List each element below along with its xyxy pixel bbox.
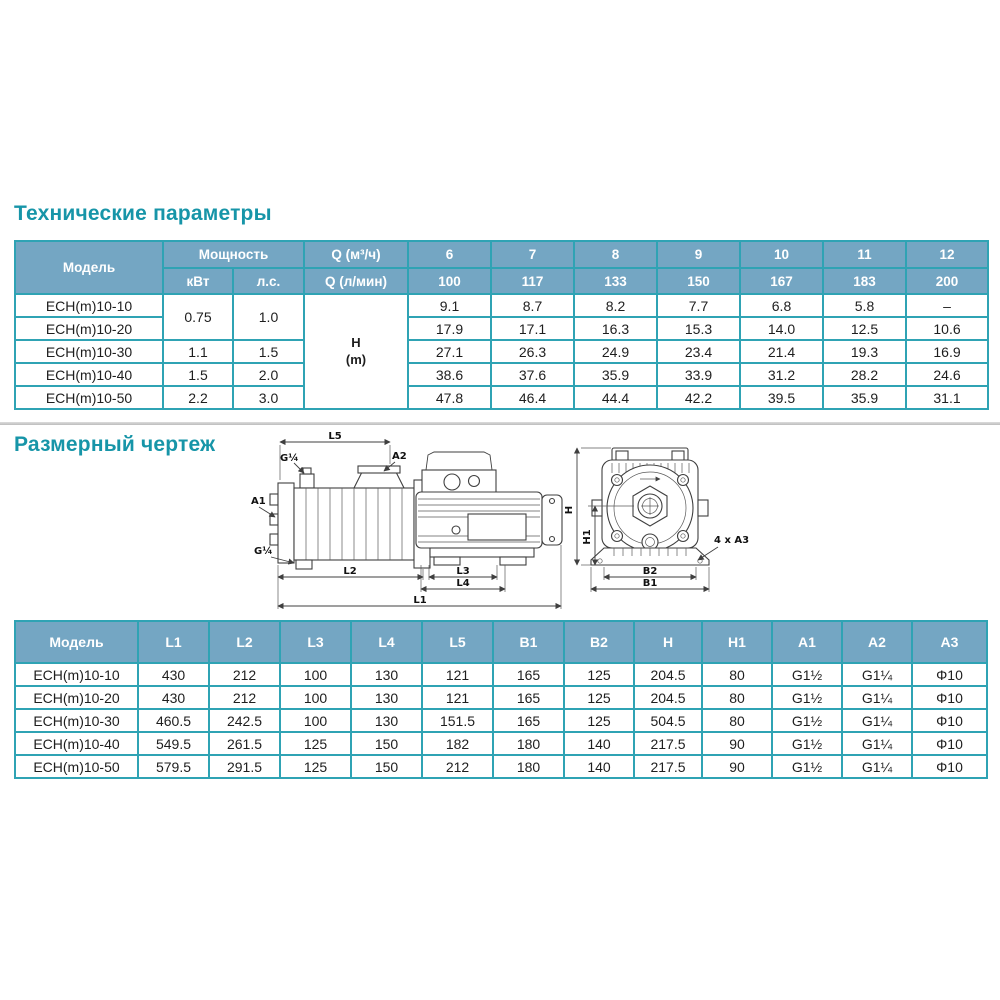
- cell: 460.5: [138, 709, 209, 732]
- cell: 165: [493, 663, 564, 686]
- cell: G1½: [772, 755, 842, 778]
- cell-model: ECH(m)10-40: [15, 732, 138, 755]
- col-header: A3: [912, 621, 987, 663]
- col-header: A1: [772, 621, 842, 663]
- cell-model: ECH(m)10-30: [15, 340, 163, 363]
- col-header-flow-lmin: 200: [906, 268, 988, 294]
- cell: 204.5: [634, 663, 702, 686]
- cell: 125: [280, 755, 351, 778]
- cell: 204.5: [634, 686, 702, 709]
- cell: Φ10: [912, 686, 987, 709]
- cell-hp: 1.5: [233, 340, 304, 363]
- cell: 151.5: [422, 709, 493, 732]
- cell: G1¼: [842, 663, 912, 686]
- cell: Φ10: [912, 709, 987, 732]
- cell: 140: [564, 732, 634, 755]
- col-header: L1: [138, 621, 209, 663]
- dim-label-4xa3: 4 x A3: [714, 535, 750, 546]
- cell: 31.1: [906, 386, 988, 409]
- cell: 80: [702, 709, 772, 732]
- cell: 10.6: [906, 317, 988, 340]
- cell: 9.1: [408, 294, 491, 317]
- col-header: L5: [422, 621, 493, 663]
- cell: 579.5: [138, 755, 209, 778]
- dimensional-drawing: [250, 430, 780, 620]
- cell-hp: 1.0: [233, 294, 304, 340]
- cell: Φ10: [912, 732, 987, 755]
- cell: 21.4: [740, 340, 823, 363]
- cell: 217.5: [634, 732, 702, 755]
- section-divider: [0, 422, 1000, 425]
- col-header: B1: [493, 621, 564, 663]
- cell: 261.5: [209, 732, 280, 755]
- cell: 180: [493, 732, 564, 755]
- cell: 130: [351, 663, 422, 686]
- cell: 15.3: [657, 317, 740, 340]
- cell: G1¼: [842, 709, 912, 732]
- cell: 19.3: [823, 340, 906, 363]
- cell: –: [906, 294, 988, 317]
- cell-model: ECH(m)10-40: [15, 363, 163, 386]
- dim-label-l4: L4: [456, 578, 470, 589]
- cell: 7.7: [657, 294, 740, 317]
- dim-label-h1: H1: [582, 529, 593, 545]
- col-header-power: Мощность: [163, 241, 304, 268]
- cell: 35.9: [823, 386, 906, 409]
- cell: G1¼: [842, 686, 912, 709]
- cell: 37.6: [491, 363, 574, 386]
- cell: 125: [564, 709, 634, 732]
- cell: Φ10: [912, 663, 987, 686]
- cell: 23.4: [657, 340, 740, 363]
- port-label-a1: A1: [251, 496, 266, 507]
- cell: 14.0: [740, 317, 823, 340]
- cell: 35.9: [574, 363, 657, 386]
- cell: 212: [209, 686, 280, 709]
- dim-label-l1: L1: [413, 595, 427, 606]
- dim-label-h: H: [564, 505, 575, 515]
- cell: 16.3: [574, 317, 657, 340]
- cell: 150: [351, 732, 422, 755]
- cell: 212: [422, 755, 493, 778]
- cell-kw: 2.2: [163, 386, 233, 409]
- cell: 212: [209, 663, 280, 686]
- cell-model: ECH(m)10-20: [15, 686, 138, 709]
- cell: 100: [280, 686, 351, 709]
- col-header: Модель: [15, 621, 138, 663]
- dim-label-b2: B2: [642, 566, 658, 577]
- cell: Φ10: [912, 755, 987, 778]
- table-row: [15, 340, 988, 363]
- cell: G1½: [772, 709, 842, 732]
- cell: 180: [493, 755, 564, 778]
- cell: 80: [702, 663, 772, 686]
- cell: 17.9: [408, 317, 491, 340]
- cell: 6.8: [740, 294, 823, 317]
- table-row: [15, 363, 988, 386]
- cell: 42.2: [657, 386, 740, 409]
- cell: G1¼: [842, 755, 912, 778]
- col-header-q-m3h: Q (м³/ч): [304, 241, 408, 268]
- cell: 16.9: [906, 340, 988, 363]
- table-row: [15, 686, 987, 709]
- cell: 291.5: [209, 755, 280, 778]
- col-header-flow-lmin: 183: [823, 268, 906, 294]
- port-label-g14-top: G¼: [280, 453, 299, 464]
- col-header-hp: л.с.: [233, 268, 304, 294]
- cell-hp: 2.0: [233, 363, 304, 386]
- table-row: [15, 709, 987, 732]
- cell-model: ECH(m)10-20: [15, 317, 163, 340]
- cell: 430: [138, 663, 209, 686]
- section-title-tech-params: Технические параметры: [14, 202, 272, 225]
- pump-side-view: [270, 452, 562, 569]
- cell: G1½: [772, 732, 842, 755]
- table-row: [15, 294, 988, 317]
- col-header-flow-lmin: 133: [574, 268, 657, 294]
- cell: 24.9: [574, 340, 657, 363]
- cell: 217.5: [634, 755, 702, 778]
- cell: 125: [564, 686, 634, 709]
- cell: 5.8: [823, 294, 906, 317]
- col-header-q-lmin: Q (л/мин): [304, 268, 408, 294]
- cell: 121: [422, 686, 493, 709]
- col-header-flow-lmin: 167: [740, 268, 823, 294]
- cell: 90: [702, 755, 772, 778]
- col-header-flow: 8: [574, 241, 657, 268]
- dimensions-table: [14, 620, 988, 779]
- col-header-model: Модель: [15, 241, 163, 294]
- cell: 80: [702, 686, 772, 709]
- cell: 12.5: [823, 317, 906, 340]
- cell: 125: [564, 663, 634, 686]
- col-header-flow: 7: [491, 241, 574, 268]
- col-header-flow: 6: [408, 241, 491, 268]
- col-header-flow: 9: [657, 241, 740, 268]
- col-header: H1: [702, 621, 772, 663]
- cell: G1½: [772, 663, 842, 686]
- cell: G1½: [772, 686, 842, 709]
- cell-kw: 1.1: [163, 340, 233, 363]
- cell: 33.9: [657, 363, 740, 386]
- cell-head-meters: H (m): [304, 294, 408, 409]
- col-header: A2: [842, 621, 912, 663]
- cell: 549.5: [138, 732, 209, 755]
- table-row: [15, 663, 987, 686]
- dim-label-l3: L3: [456, 566, 470, 577]
- cell: G1¼: [842, 732, 912, 755]
- table-row: [15, 317, 988, 340]
- cell: 121: [422, 663, 493, 686]
- cell: 504.5: [634, 709, 702, 732]
- table-row: [15, 755, 987, 778]
- pump-end-view: [591, 448, 709, 565]
- cell: 8.2: [574, 294, 657, 317]
- cell: 90: [702, 732, 772, 755]
- cell: 165: [493, 709, 564, 732]
- cell-model: ECH(m)10-10: [15, 294, 163, 317]
- cell: 150: [351, 755, 422, 778]
- cell: 17.1: [491, 317, 574, 340]
- port-label-a2: A2: [392, 451, 407, 462]
- col-header-flow-lmin: 150: [657, 268, 740, 294]
- cell: 100: [280, 663, 351, 686]
- cell: 31.2: [740, 363, 823, 386]
- col-header: L2: [209, 621, 280, 663]
- cell: 27.1: [408, 340, 491, 363]
- cell-kw: 1.5: [163, 363, 233, 386]
- cell: 28.2: [823, 363, 906, 386]
- cell: 24.6: [906, 363, 988, 386]
- col-header-flow-lmin: 100: [408, 268, 491, 294]
- table-row: [15, 386, 988, 409]
- col-header: B2: [564, 621, 634, 663]
- cell: 38.6: [408, 363, 491, 386]
- dim-label-l2: L2: [343, 566, 357, 577]
- cell-model: ECH(m)10-50: [15, 386, 163, 409]
- cell: 100: [280, 709, 351, 732]
- cell: 44.4: [574, 386, 657, 409]
- port-label-g14-bottom: G¼: [254, 546, 273, 557]
- cell: 242.5: [209, 709, 280, 732]
- cell: 130: [351, 709, 422, 732]
- cell-model: ECH(m)10-10: [15, 663, 138, 686]
- cell: 39.5: [740, 386, 823, 409]
- col-header-flow: 10: [740, 241, 823, 268]
- cell: 165: [493, 686, 564, 709]
- tech-params-table: [14, 240, 989, 410]
- cell-hp: 3.0: [233, 386, 304, 409]
- cell: 8.7: [491, 294, 574, 317]
- col-header-flow: 11: [823, 241, 906, 268]
- cell-model: ECH(m)10-30: [15, 709, 138, 732]
- cell: 182: [422, 732, 493, 755]
- cell: 47.8: [408, 386, 491, 409]
- cell: 430: [138, 686, 209, 709]
- col-header: L4: [351, 621, 422, 663]
- cell-model: ECH(m)10-50: [15, 755, 138, 778]
- table-row: [15, 732, 987, 755]
- col-header: H: [634, 621, 702, 663]
- cell: 130: [351, 686, 422, 709]
- dim-label-b1: B1: [642, 578, 658, 589]
- cell: 46.4: [491, 386, 574, 409]
- col-header-flow-lmin: 117: [491, 268, 574, 294]
- col-header: L3: [280, 621, 351, 663]
- col-header-flow: 12: [906, 241, 988, 268]
- section-title-dimensions: Размерный чертеж: [14, 433, 216, 456]
- col-header-kw: кВт: [163, 268, 233, 294]
- cell-kw: 0.75: [163, 294, 233, 340]
- cell: 140: [564, 755, 634, 778]
- cell: 26.3: [491, 340, 574, 363]
- dim-label-l5: L5: [328, 431, 342, 442]
- cell: 125: [280, 732, 351, 755]
